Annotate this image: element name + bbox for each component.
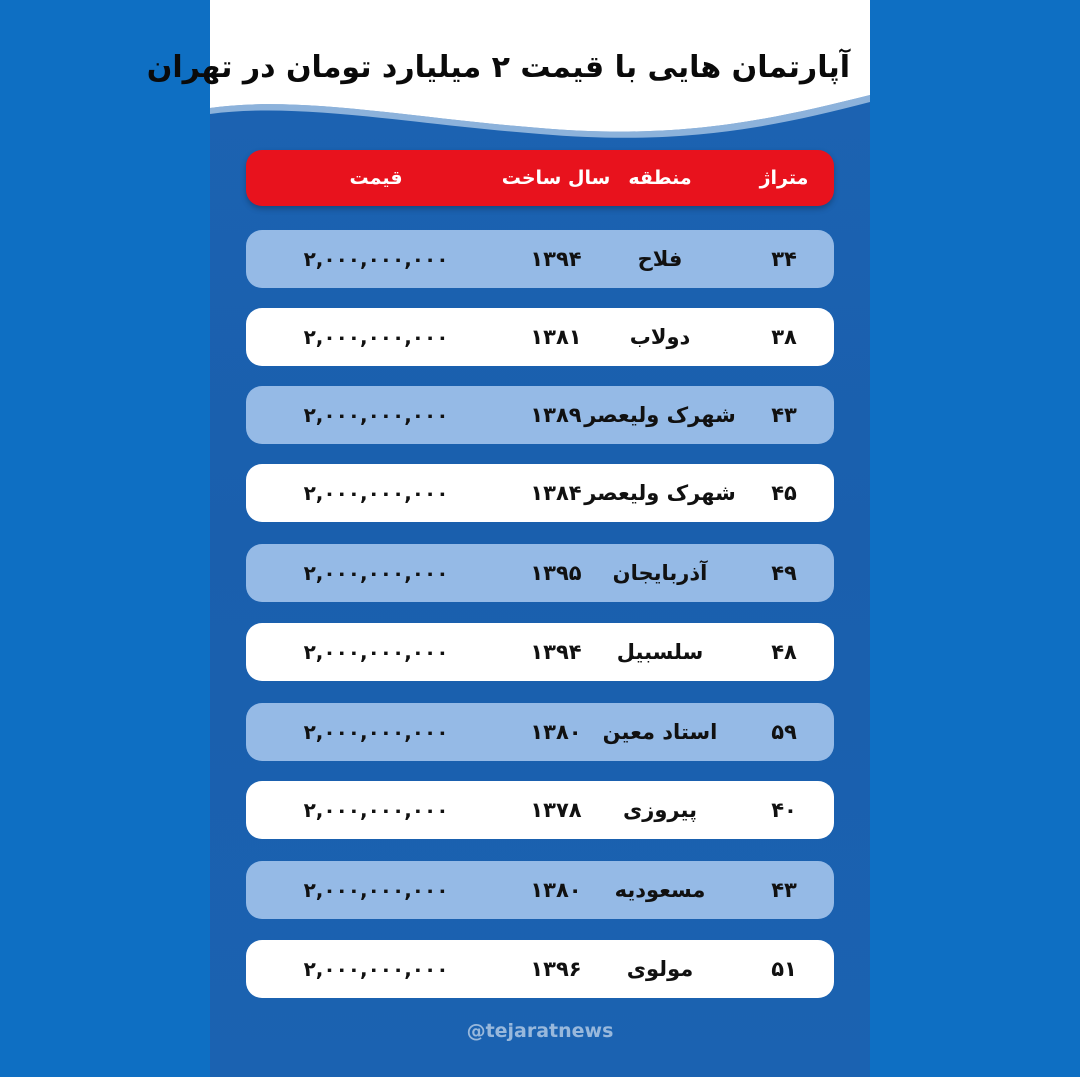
table-row (246, 781, 834, 839)
row-price: ۲,۰۰۰,۰۰۰,۰۰۰ (303, 720, 449, 744)
table-row (246, 623, 834, 681)
row-area: ۴۳ (771, 878, 797, 902)
row-area: ۵۱ (771, 957, 797, 981)
header-price: قیمت (349, 167, 403, 189)
row-region: استاد معین (602, 720, 718, 744)
row-price: ۲,۰۰۰,۰۰۰,۰۰۰ (303, 247, 449, 271)
row-price: ۲,۰۰۰,۰۰۰,۰۰۰ (303, 798, 449, 822)
row-region: مولوی (626, 957, 694, 981)
row-area: ۴۵ (771, 481, 797, 505)
page-title: آپارتمان هایی با قیمت ۲ میلیارد تومان در تهران (146, 50, 850, 85)
row-year: ۱۳۸۰ (530, 878, 582, 902)
table-row (246, 308, 834, 366)
row-year: ۱۳۹۶ (530, 957, 582, 981)
table-row (246, 703, 834, 761)
row-year: ۱۳۹۵ (530, 561, 582, 585)
table-row (246, 861, 834, 919)
infographic-card (146, 0, 870, 1077)
table-row (246, 386, 834, 444)
row-price: ۲,۰۰۰,۰۰۰,۰۰۰ (303, 640, 449, 664)
row-price: ۲,۰۰۰,۰۰۰,۰۰۰ (303, 957, 449, 981)
row-region: شهرک ولیعصر (584, 481, 736, 505)
outer-background-right (870, 0, 1080, 1077)
row-price: ۲,۰۰۰,۰۰۰,۰۰۰ (303, 325, 449, 349)
row-region: شهرک ولیعصر (584, 403, 736, 427)
table-row (246, 230, 834, 288)
row-year: ۱۳۷۸ (530, 798, 582, 822)
table-row (246, 940, 834, 998)
row-year: ۱۳۹۴ (530, 640, 582, 664)
row-area: ۴۳ (771, 403, 797, 427)
table-row (246, 544, 834, 602)
row-area: ۴۰ (771, 798, 797, 822)
table-row (246, 464, 834, 522)
outer-background-left (0, 0, 210, 1077)
header-area: متراژ (759, 167, 809, 189)
row-price: ۲,۰۰۰,۰۰۰,۰۰۰ (303, 403, 449, 427)
row-region: آذربایجان (612, 561, 708, 585)
row-area: ۵۹ (771, 720, 797, 744)
footer-handle: @tejaratnews (466, 1020, 614, 1042)
row-region: پیروزی (623, 798, 697, 822)
row-year: ۱۳۸۹ (530, 403, 582, 427)
row-price: ۲,۰۰۰,۰۰۰,۰۰۰ (303, 878, 449, 902)
row-region: سلسبیل (616, 640, 704, 664)
row-year: ۱۳۸۴ (530, 481, 582, 505)
header-region: منطقه (628, 167, 692, 189)
row-region: فلاح (637, 247, 683, 271)
row-region: دولاب (629, 325, 691, 349)
row-area: ۴۹ (771, 561, 797, 585)
row-year: ۱۳۸۱ (530, 325, 582, 349)
header-year: سال ساخت (501, 167, 611, 189)
row-area: ۳۸ (771, 325, 797, 349)
row-area: ۳۴ (771, 247, 797, 271)
row-region: مسعودیه (614, 878, 706, 902)
row-area: ۴۸ (771, 640, 797, 664)
row-year: ۱۳۸۰ (530, 720, 582, 744)
row-year: ۱۳۹۴ (530, 247, 582, 271)
row-price: ۲,۰۰۰,۰۰۰,۰۰۰ (303, 561, 449, 585)
row-price: ۲,۰۰۰,۰۰۰,۰۰۰ (303, 481, 449, 505)
table-header (246, 150, 834, 206)
